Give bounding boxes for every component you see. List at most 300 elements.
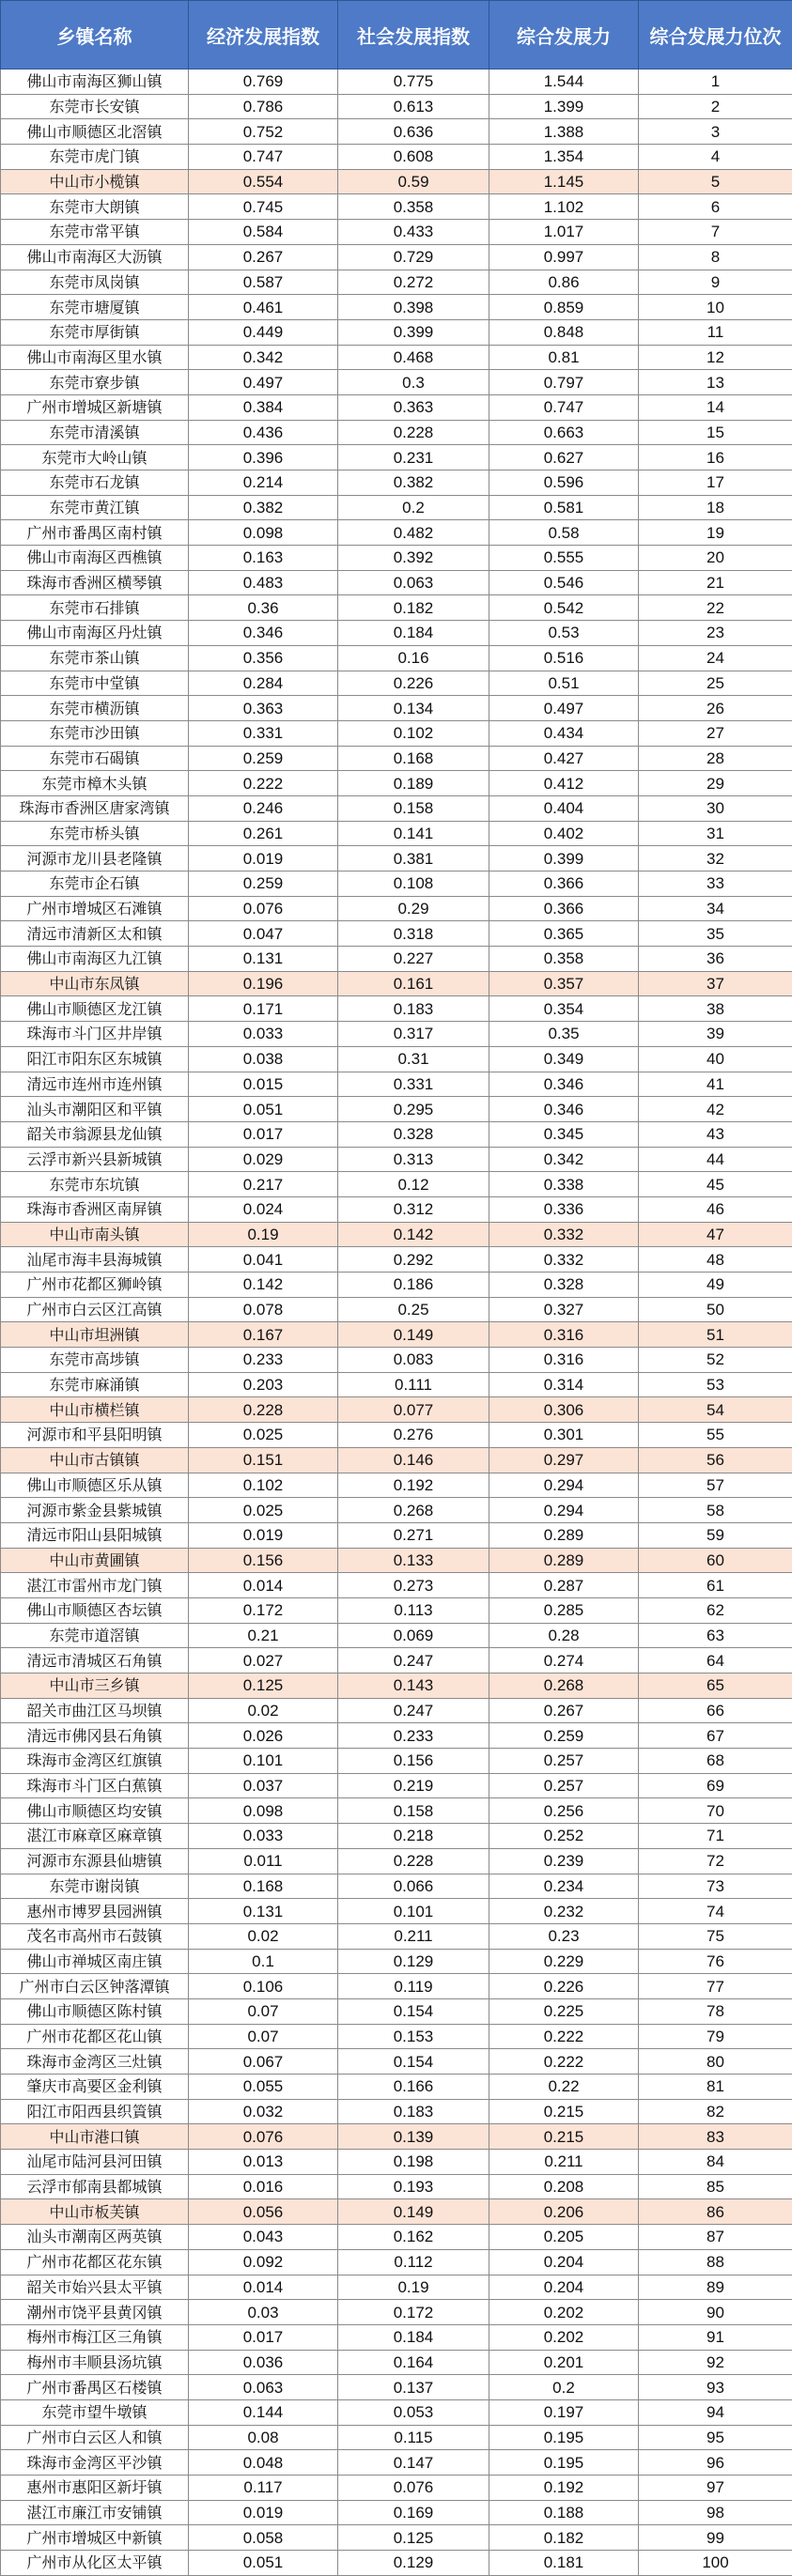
town-name-cell: 佛山市顺德区陈村镇 (1, 1998, 189, 2024)
economic-index-cell: 0.554 (189, 169, 338, 194)
town-name-cell: 清远市阳山县阳城镇 (1, 1522, 189, 1548)
composite-score-cell: 0.342 (489, 1147, 639, 1172)
town-name-cell: 惠州市博罗县园洲镇 (1, 1899, 189, 1924)
town-name-cell: 中山市板芙镇 (1, 2199, 189, 2225)
rank-cell: 20 (639, 546, 792, 571)
economic-index-cell: 0.017 (189, 1121, 338, 1147)
town-name-cell: 东莞市大朗镇 (1, 194, 189, 220)
economic-index-cell: 0.117 (189, 2476, 338, 2501)
town-name-cell: 东莞市谢岗镇 (1, 1874, 189, 1899)
table-row (1, 1447, 792, 1473)
table-row (1, 1749, 792, 1774)
social-index-cell: 0.382 (338, 470, 489, 496)
composite-score-cell: 0.314 (489, 1372, 639, 1397)
composite-score-cell: 0.345 (489, 1121, 639, 1147)
rank-cell: 23 (639, 621, 792, 646)
composite-score-cell: 0.256 (489, 1798, 639, 1824)
composite-score-cell: 0.306 (489, 1397, 639, 1423)
table-row (1, 1824, 792, 1849)
table-row (1, 194, 792, 220)
town-name-cell: 佛山市顺德区龙江镇 (1, 996, 189, 1022)
composite-score-cell: 0.366 (489, 896, 639, 921)
social-index-cell: 0.149 (338, 2199, 489, 2225)
town-name-cell: 河源市东源县仙塘镇 (1, 1848, 189, 1874)
composite-score-cell: 0.596 (489, 470, 639, 496)
composite-score-cell: 1.354 (489, 145, 639, 170)
social-index-cell: 0.183 (338, 996, 489, 1022)
town-name-cell: 韶关市翁源县龙仙镇 (1, 1121, 189, 1147)
rank-cell: 24 (639, 645, 792, 671)
table-row (1, 1322, 792, 1348)
economic-index-cell: 0.497 (189, 370, 338, 395)
town-name-cell: 汕头市潮南区两英镇 (1, 2225, 189, 2250)
table-row (1, 1172, 792, 1197)
social-index-cell: 0.317 (338, 1022, 489, 1047)
table-row (1, 319, 792, 345)
composite-score-cell: 0.22 (489, 2075, 639, 2100)
economic-index-cell: 0.382 (189, 495, 338, 520)
town-name-cell: 河源市和平县阳明镇 (1, 1423, 189, 1448)
composite-score-cell: 0.555 (489, 546, 639, 571)
composite-score-cell: 0.434 (489, 720, 639, 746)
rank-cell: 35 (639, 921, 792, 947)
rank-cell: 47 (639, 1222, 792, 1247)
composite-score-cell: 0.332 (489, 1222, 639, 1247)
social-index-cell: 0.112 (338, 2249, 489, 2275)
rank-cell: 57 (639, 1473, 792, 1498)
social-index-cell: 0.158 (338, 1798, 489, 1824)
social-index-cell: 0.247 (338, 1648, 489, 1674)
composite-score-cell: 0.516 (489, 645, 639, 671)
header-composite-score: 综合发展力 (489, 1, 639, 69)
town-name-cell: 东莞市长安镇 (1, 94, 189, 119)
economic-index-cell: 0.07 (189, 1998, 338, 2024)
social-index-cell: 0.775 (338, 69, 489, 95)
economic-index-cell: 0.02 (189, 1698, 338, 1723)
composite-score-cell: 0.225 (489, 1998, 639, 2024)
town-name-cell: 广州市番禺区南村镇 (1, 520, 189, 546)
composite-score-cell: 0.328 (489, 1273, 639, 1298)
table-row (1, 470, 792, 496)
economic-index-cell: 0.038 (189, 1046, 338, 1072)
composite-score-cell: 0.81 (489, 345, 639, 370)
economic-index-cell: 0.363 (189, 696, 338, 721)
social-index-cell: 0.077 (338, 1397, 489, 1423)
economic-index-cell: 0.015 (189, 1072, 338, 1097)
table-row (1, 2425, 792, 2450)
town-name-cell: 广州市花都区花山镇 (1, 2024, 189, 2049)
social-index-cell: 0.227 (338, 947, 489, 972)
rank-cell: 83 (639, 2124, 792, 2150)
table-row (1, 1974, 792, 1999)
table-row (1, 2500, 792, 2525)
composite-score-cell: 1.017 (489, 220, 639, 245)
composite-score-cell: 0.58 (489, 520, 639, 546)
social-index-cell: 0.231 (338, 445, 489, 470)
table-row (1, 947, 792, 972)
economic-index-cell: 0.142 (189, 1273, 338, 1298)
composite-score-cell: 0.412 (489, 771, 639, 796)
town-name-cell: 广州市白云区人和镇 (1, 2425, 189, 2450)
composite-score-cell: 0.287 (489, 1573, 639, 1598)
composite-score-cell: 0.28 (489, 1623, 639, 1648)
economic-index-cell: 0.396 (189, 445, 338, 470)
rank-cell: 67 (639, 1723, 792, 1749)
economic-index-cell: 0.172 (189, 1597, 338, 1623)
economic-index-cell: 0.02 (189, 1923, 338, 1949)
town-name-cell: 河源市紫金县紫城镇 (1, 1498, 189, 1523)
composite-score-cell: 0.86 (489, 270, 639, 295)
economic-index-cell: 0.167 (189, 1322, 338, 1348)
rank-cell: 59 (639, 1522, 792, 1548)
rank-cell: 87 (639, 2225, 792, 2250)
social-index-cell: 0.16 (338, 645, 489, 671)
social-index-cell: 0.392 (338, 546, 489, 571)
rank-cell: 41 (639, 1072, 792, 1097)
table-row (1, 1573, 792, 1598)
social-index-cell: 0.146 (338, 1447, 489, 1473)
economic-index-cell: 0.384 (189, 394, 338, 420)
composite-score-cell: 0.222 (489, 2024, 639, 2049)
table-row (1, 2225, 792, 2250)
table-row (1, 2300, 792, 2325)
composite-score-cell: 0.274 (489, 1648, 639, 1674)
social-index-cell: 0.154 (338, 2049, 489, 2075)
town-name-cell: 湛江市麻章区麻章镇 (1, 1824, 189, 1849)
table-row (1, 645, 792, 671)
composite-score-cell: 0.257 (489, 1749, 639, 1774)
town-name-cell: 清远市清新区太和镇 (1, 921, 189, 947)
economic-index-cell: 0.267 (189, 244, 338, 270)
social-index-cell: 0.113 (338, 1597, 489, 1623)
town-name-cell: 东莞市道滘镇 (1, 1623, 189, 1648)
economic-index-cell: 0.19 (189, 1222, 338, 1247)
rank-cell: 19 (639, 520, 792, 546)
town-name-cell: 佛山市南海区丹灶镇 (1, 621, 189, 646)
economic-index-cell: 0.259 (189, 746, 338, 771)
table-row (1, 1247, 792, 1273)
social-index-cell: 0.161 (338, 971, 489, 996)
rank-cell: 9 (639, 270, 792, 295)
rank-cell: 14 (639, 394, 792, 420)
town-name-cell: 珠海市金湾区三灶镇 (1, 2049, 189, 2075)
rank-cell: 11 (639, 319, 792, 345)
social-index-cell: 0.272 (338, 270, 489, 295)
town-name-cell: 东莞市大岭山镇 (1, 445, 189, 470)
social-index-cell: 0.226 (338, 671, 489, 696)
town-name-cell: 东莞市石排镇 (1, 595, 189, 621)
table-row (1, 1196, 792, 1222)
social-index-cell: 0.184 (338, 2324, 489, 2350)
composite-score-cell: 0.35 (489, 1022, 639, 1047)
town-name-cell: 广州市番禺区石楼镇 (1, 2375, 189, 2400)
economic-index-cell: 0.017 (189, 2324, 338, 2350)
economic-index-cell: 0.151 (189, 1447, 338, 1473)
table-row (1, 1674, 792, 1699)
composite-score-cell: 0.346 (489, 1072, 639, 1097)
rank-cell: 92 (639, 2350, 792, 2375)
economic-index-cell: 0.08 (189, 2425, 338, 2450)
table-row (1, 1072, 792, 1097)
social-index-cell: 0.111 (338, 1372, 489, 1397)
town-name-cell: 东莞市樟木头镇 (1, 771, 189, 796)
economic-index-cell: 0.027 (189, 1648, 338, 1674)
social-index-cell: 0.156 (338, 1749, 489, 1774)
rank-cell: 45 (639, 1172, 792, 1197)
economic-index-cell: 0.461 (189, 295, 338, 320)
social-index-cell: 0.125 (338, 2525, 489, 2551)
composite-score-cell: 0.297 (489, 1447, 639, 1473)
economic-index-cell: 0.013 (189, 2150, 338, 2175)
composite-score-cell: 0.336 (489, 1196, 639, 1222)
economic-index-cell: 0.156 (189, 1548, 338, 1573)
table-row (1, 2075, 792, 2100)
economic-index-cell: 0.246 (189, 795, 338, 821)
composite-score-cell: 0.229 (489, 1949, 639, 1974)
economic-index-cell: 0.076 (189, 2124, 338, 2150)
rank-cell: 55 (639, 1423, 792, 1448)
rank-cell: 63 (639, 1623, 792, 1648)
composite-score-cell: 0.201 (489, 2350, 639, 2375)
table-body (1, 69, 792, 2576)
economic-index-cell: 0.786 (189, 94, 338, 119)
table-row (1, 1273, 792, 1298)
rank-cell: 72 (639, 1848, 792, 1874)
table-row (1, 94, 792, 119)
rank-cell: 21 (639, 570, 792, 595)
economic-index-cell: 0.098 (189, 520, 338, 546)
economic-index-cell: 0.037 (189, 1773, 338, 1798)
economic-index-cell: 0.055 (189, 2075, 338, 2100)
town-name-cell: 东莞市企石镇 (1, 872, 189, 897)
economic-index-cell: 0.102 (189, 1473, 338, 1498)
town-name-cell: 东莞市塘厦镇 (1, 295, 189, 320)
composite-score-cell: 1.145 (489, 169, 639, 194)
table-row (1, 2124, 792, 2150)
social-index-cell: 0.2 (338, 495, 489, 520)
composite-score-cell: 0.268 (489, 1674, 639, 1699)
composite-score-cell: 0.222 (489, 2049, 639, 2075)
town-name-cell: 珠海市香洲区横琴镇 (1, 570, 189, 595)
table-row (1, 495, 792, 520)
table-row (1, 1623, 792, 1648)
table-row (1, 2024, 792, 2049)
social-index-cell: 0.133 (338, 1548, 489, 1573)
economic-index-cell: 0.063 (189, 2375, 338, 2400)
composite-score-cell: 0.195 (489, 2425, 639, 2450)
economic-index-cell: 0.011 (189, 1848, 338, 1874)
town-name-cell: 潮州市饶平县黄冈镇 (1, 2300, 189, 2325)
rank-cell: 66 (639, 1698, 792, 1723)
social-index-cell: 0.147 (338, 2450, 489, 2476)
rank-cell: 62 (639, 1597, 792, 1623)
rank-cell: 5 (639, 169, 792, 194)
social-index-cell: 0.729 (338, 244, 489, 270)
composite-score-cell: 0.316 (489, 1348, 639, 1373)
town-name-cell: 广州市增城区石滩镇 (1, 896, 189, 921)
economic-index-cell: 0.043 (189, 2225, 338, 2250)
table-row (1, 1773, 792, 1798)
table-row (1, 220, 792, 245)
social-index-cell: 0.3 (338, 370, 489, 395)
economic-index-cell: 0.019 (189, 2500, 338, 2525)
table-row (1, 420, 792, 445)
rank-cell: 37 (639, 971, 792, 996)
social-index-cell: 0.398 (338, 295, 489, 320)
economic-index-cell: 0.026 (189, 1723, 338, 1749)
composite-score-cell: 0.211 (489, 2150, 639, 2175)
social-index-cell: 0.142 (338, 1222, 489, 1247)
composite-score-cell: 0.215 (489, 2099, 639, 2124)
economic-index-cell: 0.168 (189, 1874, 338, 1899)
table-row (1, 1798, 792, 1824)
rank-cell: 36 (639, 947, 792, 972)
social-index-cell: 0.328 (338, 1121, 489, 1147)
social-index-cell: 0.292 (338, 1247, 489, 1273)
header-economic-index: 经济发展指数 (189, 1, 338, 69)
composite-score-cell: 0.581 (489, 495, 639, 520)
social-index-cell: 0.083 (338, 1348, 489, 1373)
social-index-cell: 0.433 (338, 220, 489, 245)
economic-index-cell: 0.106 (189, 1974, 338, 1999)
rank-cell: 99 (639, 2525, 792, 2551)
table-row (1, 971, 792, 996)
composite-score-cell: 0.206 (489, 2199, 639, 2225)
composite-score-cell: 0.357 (489, 971, 639, 996)
town-name-cell: 中山市南头镇 (1, 1222, 189, 1247)
town-name-cell: 肇庆市高要区金利镇 (1, 2075, 189, 2100)
social-index-cell: 0.158 (338, 795, 489, 821)
economic-index-cell: 0.056 (189, 2199, 338, 2225)
rank-cell: 26 (639, 696, 792, 721)
rank-cell: 65 (639, 1674, 792, 1699)
rank-cell: 40 (639, 1046, 792, 1072)
table-row (1, 295, 792, 320)
social-index-cell: 0.168 (338, 746, 489, 771)
social-index-cell: 0.358 (338, 194, 489, 220)
economic-index-cell: 0.346 (189, 621, 338, 646)
composite-score-cell: 0.627 (489, 445, 639, 470)
social-index-cell: 0.153 (338, 2024, 489, 2049)
table-row (1, 795, 792, 821)
economic-index-cell: 0.029 (189, 1147, 338, 1172)
rank-cell: 44 (639, 1147, 792, 1172)
economic-index-cell: 0.21 (189, 1623, 338, 1648)
town-name-cell: 东莞市石龙镇 (1, 470, 189, 496)
table-header (1, 1, 792, 69)
composite-score-cell: 0.354 (489, 996, 639, 1022)
rank-cell: 82 (639, 2099, 792, 2124)
rank-cell: 31 (639, 821, 792, 846)
economic-index-cell: 0.769 (189, 69, 338, 95)
rank-cell: 89 (639, 2275, 792, 2300)
economic-index-cell: 0.584 (189, 220, 338, 245)
economic-index-cell: 0.098 (189, 1798, 338, 1824)
social-index-cell: 0.313 (338, 1147, 489, 1172)
social-index-cell: 0.233 (338, 1723, 489, 1749)
economic-index-cell: 0.036 (189, 2350, 338, 2375)
economic-index-cell: 0.144 (189, 2399, 338, 2425)
town-name-cell: 东莞市中堂镇 (1, 671, 189, 696)
table-row (1, 69, 792, 95)
composite-score-cell: 0.546 (489, 570, 639, 595)
table-row (1, 2324, 792, 2350)
town-name-cell: 广州市增城区新塘镇 (1, 394, 189, 420)
town-name-cell: 梅州市丰顺县汤坑镇 (1, 2350, 189, 2375)
economic-index-cell: 0.36 (189, 595, 338, 621)
table-row (1, 1348, 792, 1373)
table-row (1, 145, 792, 170)
composite-score-cell: 0.226 (489, 1974, 639, 1999)
social-index-cell: 0.076 (338, 2476, 489, 2501)
social-index-cell: 0.482 (338, 520, 489, 546)
composite-score-cell: 0.399 (489, 846, 639, 872)
economic-index-cell: 0.747 (189, 145, 338, 170)
economic-index-cell: 0.331 (189, 720, 338, 746)
rank-cell: 75 (639, 1923, 792, 1949)
social-index-cell: 0.211 (338, 1923, 489, 1949)
rank-cell: 28 (639, 746, 792, 771)
composite-score-cell: 0.327 (489, 1297, 639, 1322)
composite-score-cell: 0.197 (489, 2399, 639, 2425)
rank-cell: 6 (639, 194, 792, 220)
town-name-cell: 佛山市南海区大沥镇 (1, 244, 189, 270)
table-row (1, 1473, 792, 1498)
social-index-cell: 0.101 (338, 1899, 489, 1924)
composite-score-cell: 0.252 (489, 1824, 639, 1849)
economic-index-cell: 0.041 (189, 1247, 338, 1273)
social-index-cell: 0.399 (338, 319, 489, 345)
social-index-cell: 0.12 (338, 1172, 489, 1197)
social-index-cell: 0.268 (338, 1498, 489, 1523)
composite-score-cell: 0.204 (489, 2275, 639, 2300)
town-name-cell: 珠海市金湾区平沙镇 (1, 2450, 189, 2476)
town-name-cell: 珠海市斗门区井岸镇 (1, 1022, 189, 1047)
rank-cell: 85 (639, 2174, 792, 2199)
composite-score-cell: 0.188 (489, 2500, 639, 2525)
economic-index-cell: 0.047 (189, 921, 338, 947)
town-name-cell: 中山市小榄镇 (1, 169, 189, 194)
composite-score-cell: 0.195 (489, 2450, 639, 2476)
social-index-cell: 0.276 (338, 1423, 489, 1448)
economic-index-cell: 0.131 (189, 1899, 338, 1924)
rank-cell: 86 (639, 2199, 792, 2225)
rank-cell: 13 (639, 370, 792, 395)
social-index-cell: 0.172 (338, 2300, 489, 2325)
composite-score-cell: 1.102 (489, 194, 639, 220)
rank-cell: 76 (639, 1949, 792, 1974)
town-name-cell: 东莞市厚街镇 (1, 319, 189, 345)
economic-index-cell: 0.214 (189, 470, 338, 496)
rank-cell: 49 (639, 1273, 792, 1298)
table-row (1, 2199, 792, 2225)
composite-score-cell: 0.2 (489, 2375, 639, 2400)
town-name-cell: 佛山市顺德区乐从镇 (1, 1473, 189, 1498)
rank-cell: 30 (639, 795, 792, 821)
table-row (1, 2450, 792, 2476)
social-index-cell: 0.363 (338, 394, 489, 420)
composite-score-cell: 0.289 (489, 1522, 639, 1548)
town-name-cell: 佛山市南海区里水镇 (1, 345, 189, 370)
table-row (1, 2399, 792, 2425)
rank-cell: 15 (639, 420, 792, 445)
economic-index-cell: 0.125 (189, 1674, 338, 1699)
table-row (1, 2150, 792, 2175)
header-town-name: 乡镇名称 (1, 1, 189, 69)
social-index-cell: 0.169 (338, 2500, 489, 2525)
table-row (1, 1998, 792, 2024)
town-name-cell: 中山市港口镇 (1, 2124, 189, 2150)
